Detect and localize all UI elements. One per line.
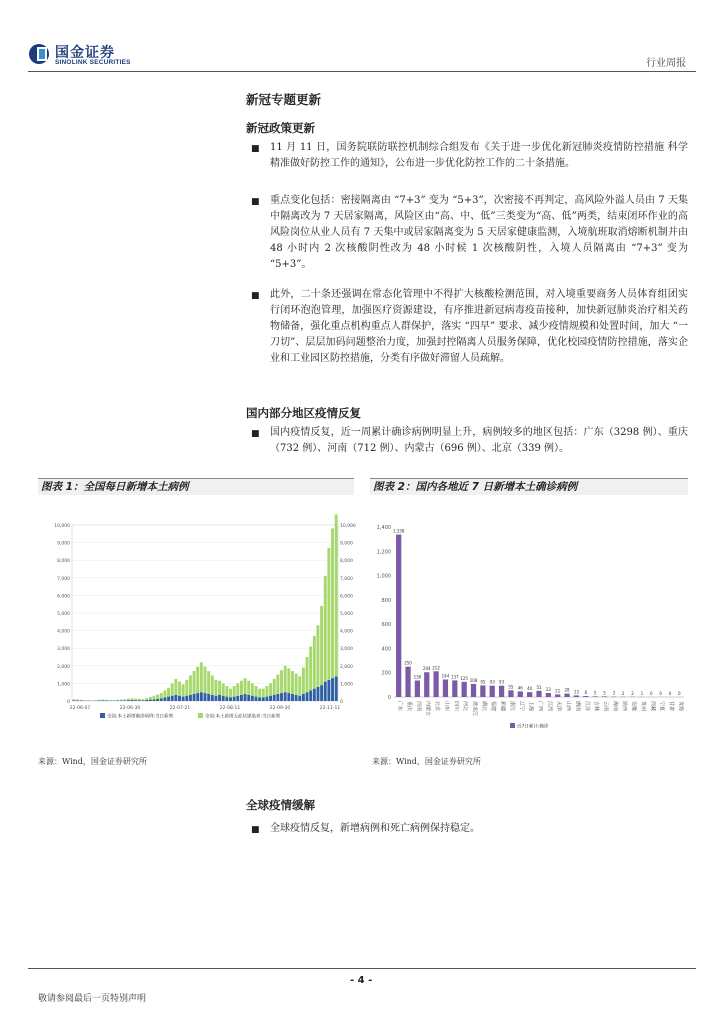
bar-confirmed [280,693,283,701]
y-tick-label: 1,400 [376,525,391,531]
data-label: 55 [508,684,514,690]
bar-region [471,684,476,697]
x-category-label: 青海 [677,701,684,712]
bar-confirmed [273,695,276,701]
bar-asymptomatic [211,675,214,694]
bar-confirmed [287,693,290,701]
bar-confirmed [236,696,239,701]
bar-confirmed [131,700,134,701]
y-tick-label-right: 1,000 [340,682,353,688]
bar-confirmed [298,696,301,701]
bar-asymptomatic [324,576,327,682]
x-category-label: 天津 [555,701,562,712]
bar-asymptomatic [258,689,261,698]
bar-asymptomatic [236,683,239,695]
bar-asymptomatic [94,700,97,701]
bar-confirmed [193,694,196,701]
y-tick-label-right: 5,000 [340,612,353,617]
data-label: 1 [640,690,644,696]
footer-divider [28,968,696,969]
bar-confirmed [120,700,123,701]
data-label: 0 [668,691,672,696]
bar-asymptomatic [298,676,301,695]
legend-swatch-asymptomatic [198,713,203,718]
data-label: 204 [422,666,431,672]
y-tick-label-left: 6,000 [57,594,70,600]
bar-confirmed [204,693,207,701]
data-label: 3 [612,690,616,696]
bar-confirmed [295,695,298,701]
x-tick-label: 22-06-07 [69,706,91,711]
bar-region [555,694,560,697]
bar-confirmed [302,694,305,701]
y-tick-label: 1,000 [376,573,391,580]
x-category-label: 海南 [611,701,618,712]
bar-region [490,686,495,697]
bullet-marker: ■ [251,144,260,154]
bar-confirmed [171,696,174,701]
bar-asymptomatic [123,699,126,700]
data-label: 136 [413,674,422,680]
bar-confirmed [317,687,320,701]
y-tick-label: 200 [381,670,391,677]
bar-region [583,696,588,697]
bar-asymptomatic [207,671,210,694]
figure-1-source: 来源：Wind，国金证券研究所 [38,757,147,766]
bar-confirmed [255,697,258,701]
bar-region [415,680,420,697]
x-category-label: 内蒙古 [424,701,431,717]
bar-asymptomatic [196,667,199,693]
bar-region [405,667,410,697]
bullet-text: 全球疫情反复，新增病例和死亡病例保持稳定。 [270,823,480,834]
bar-confirmed [160,698,163,701]
bar-confirmed [229,697,232,701]
bar-asymptomatic [80,700,83,701]
bar-confirmed [178,696,181,701]
bar-confirmed [251,696,254,701]
bar-asymptomatic [247,681,250,695]
bar-asymptomatic [273,679,276,695]
y-tick-label-left: 4,000 [57,629,70,635]
bar-asymptomatic [295,674,298,695]
bar-confirmed [76,700,79,701]
company-name: 国金证券 [55,45,115,61]
data-label: 13 [573,689,579,695]
y-tick-label: 0 [387,695,391,701]
bar-confirmed [247,695,250,701]
bar-region [424,672,429,697]
y-tick-label: 400 [381,646,391,653]
bar-asymptomatic [244,678,247,694]
section-title-global: 全球疫情缓解 [246,798,315,812]
bar-asymptomatic [167,688,170,697]
x-tick-label: 22-08-11 [219,706,241,711]
legend-label-asymptomatic: 全国:本土新增无症状感染者:当日新增 [205,714,281,720]
x-category-label: 新疆 [499,701,506,712]
y-tick-label: 800 [381,597,391,604]
bar-asymptomatic [72,699,75,700]
x-category-label: 湖南 [574,701,581,712]
data-label: 2 [631,690,634,696]
chart-region-7day-cases [370,497,688,733]
bar-confirmed [291,694,294,701]
data-label: 250 [404,660,412,666]
bar-asymptomatic [131,698,134,700]
bar-asymptomatic [83,700,86,701]
bar-asymptomatic [163,690,166,697]
bar-region [518,691,523,697]
figure-2-source: 来源：Wind，国金证券研究所 [372,757,481,766]
bar-confirmed [331,678,334,701]
data-label: 0 [649,691,653,696]
bar-asymptomatic [317,625,320,687]
data-label: 125 [460,675,468,681]
y-tick-label-left: 1,000 [57,682,70,688]
data-label: 0 [659,691,662,696]
bar-asymptomatic [174,679,177,695]
data-label: 5 [603,690,606,696]
y-tick-label: 600 [381,622,391,629]
x-category-label: 江西 [546,701,553,712]
bar-confirmed [149,700,152,701]
bar-asymptomatic [233,686,236,697]
bar-asymptomatic [302,668,305,694]
bar-asymptomatic [105,700,108,701]
bar-asymptomatic [251,683,254,695]
figure-2-title: 图表 2：国内各地近 7 日新增本土确诊病例 [370,478,688,495]
bar-asymptomatic [189,675,192,694]
x-category-label: 山西 [565,701,572,712]
x-category-label: 四川 [452,701,459,712]
x-tick-label: 22-06-30 [119,706,141,711]
bar-region [433,671,438,697]
bar-confirmed [327,680,330,701]
sinolink-logo-icon [28,43,50,65]
bar-region [499,686,504,697]
legend-label: 近7日累计:确诊 [517,724,549,730]
bullet-marker: ■ [251,197,260,207]
data-label: 8 [584,690,588,696]
legend-swatch [510,723,515,728]
y-tick-label-right: 0 [340,700,343,705]
y-tick-label-right: 8,000 [340,559,353,565]
data-label: 51 [536,684,542,690]
x-category-label: 福建 [490,701,497,712]
page-title: 新冠专题更新 [246,92,322,107]
x-category-label: 贵州 [639,701,646,712]
bar-confirmed [200,692,203,701]
bar-confirmed [284,692,287,701]
y-tick-label-right: 3,000 [340,647,353,653]
bar-confirmed [269,696,272,701]
bar-asymptomatic [280,670,283,693]
bar-region [396,535,401,697]
bar-confirmed [182,697,185,701]
bar-asymptomatic [229,689,232,698]
bar-confirmed [207,694,210,701]
bar-confirmed [153,699,156,701]
data-label: 0 [678,691,681,696]
bar-asymptomatic [120,700,123,701]
bar-confirmed [134,700,137,701]
bar-confirmed [123,700,126,701]
bar-asymptomatic [225,686,228,697]
bar-confirmed [244,694,247,701]
bar-asymptomatic [284,666,287,692]
bar-asymptomatic [200,662,203,692]
bar-asymptomatic [98,700,101,701]
legend-label-confirmed: 全国:本土新增确诊病例:当日新增 [107,714,174,720]
x-category-label: 河北 [462,701,469,712]
y-tick-label-left: 3,000 [57,647,70,653]
bar-region [508,690,513,697]
legend-swatch-confirmed [100,713,105,718]
y-tick-label-left: 0 [67,700,70,705]
bar-confirmed [156,699,159,701]
bar-asymptomatic [335,514,338,676]
data-label: 33 [545,686,551,692]
bar-region [546,693,551,697]
bar-region [443,680,448,697]
bar-asymptomatic [306,657,309,692]
bar-asymptomatic [149,697,152,700]
x-category-label: 陕西 [621,701,628,712]
x-category-label: 甘肃 [667,701,674,712]
bar-region [527,692,532,697]
bar-asymptomatic [112,700,115,701]
x-category-label: 北京 [434,701,441,712]
bar-asymptomatic [102,700,105,701]
bar-asymptomatic [320,606,323,685]
x-tick-label: 22-07-21 [169,706,191,711]
bar-region [602,696,607,697]
data-label: 46 [517,685,523,691]
data-label: 95 [480,679,486,685]
bar-confirmed [167,697,170,701]
bar-confirmed [309,690,312,701]
bar-confirmed [225,697,228,701]
figure-1-title: 图表 1：全国每日新增本土病例 [38,478,354,495]
bar-confirmed [214,696,217,701]
bar-asymptomatic [145,698,148,700]
y-tick-label-left: 10,000 [54,524,70,529]
bar-asymptomatic [262,689,265,698]
bar-asymptomatic [156,694,159,698]
section-title-policy: 新冠政策更新 [246,121,315,135]
data-label: 212 [432,665,440,671]
bar-asymptomatic [287,668,290,693]
x-category-label: 江苏 [583,701,590,712]
bar-confirmed [306,692,309,701]
y-tick-label-left: 5,000 [57,612,70,617]
bar-confirmed [138,700,141,701]
x-category-label: 湖北 [480,701,487,712]
bar-asymptomatic [309,646,312,690]
y-tick-label-right: 2,000 [340,664,353,670]
bar-asymptomatic [331,529,334,679]
data-label: 108 [469,677,478,683]
bar-confirmed [211,695,214,701]
bar-confirmed [222,696,225,701]
x-category-label: 宁夏 [658,701,665,712]
header-divider [28,71,696,72]
bar-asymptomatic [171,683,174,695]
bar-region [462,682,467,697]
bar-confirmed [262,697,265,701]
bar-asymptomatic [327,548,330,680]
data-label: 40 [527,686,533,692]
bar-asymptomatic [153,696,156,700]
bar-asymptomatic [160,693,163,698]
data-label: 144 [441,673,450,679]
bar-confirmed [324,682,327,701]
bar-confirmed [258,697,261,701]
company-name-en: SINOLINK SECURITIES [55,59,131,66]
x-tick-label: 22-11-11 [319,706,341,711]
data-label: 2 [621,690,625,696]
x-category-label: 河南 [415,701,422,712]
x-category-label: 安徽 [630,701,637,712]
y-tick-label-left: 7,000 [57,576,70,582]
bullet-text: 国内疫情反复，近一周累计确诊病例明显上升，病例较多的地区包括：广东（3298 例）、重庆（732 例）、河南（712 例）、内蒙古（696 例）、北京（339 例）。 [270,427,688,454]
x-tick-label: 22-09-30 [269,706,291,711]
bar-asymptomatic [138,699,141,700]
y-tick-label-right: 10,000 [340,524,356,529]
bar-region [452,680,457,697]
bar-confirmed [72,700,75,701]
bar-confirmed [265,697,268,701]
bar-asymptomatic [178,682,181,696]
bar-region [593,696,598,697]
bar-region [480,685,485,697]
data-label: 1,338 [392,528,405,534]
bar-asymptomatic [116,700,119,701]
bar-asymptomatic [182,684,185,696]
bar-asymptomatic [134,699,137,701]
bar-confirmed [189,695,192,701]
bullet-text: 重点变化包括：密接隔离由 “7+3” 变为 “5+3”，次密接不再判定，高风险外溢人员由 7 天集中隔离改为 7 天居家隔离，风险区由“高、中、低”三类变为“高、低”两类，结束闭环作业的高风险岗位从业人员有 7 天集中或居家隔离变为 5 天居家健康监测，入境航班取消熔断机制并由 48 小时内 2 次核酸阴性改为 48 小时候 1 次核酸阴性，入境人员隔离由 “7+3” 变为 “5+3”。 [270,195,688,270]
data-label: 93 [489,679,495,685]
bar-asymptomatic [218,681,221,695]
bullet-marker: ■ [251,291,260,301]
y-tick-label-left: 8,000 [57,559,70,565]
y-tick-label-right: 7,000 [340,576,353,582]
bar-asymptomatic [240,681,243,695]
bar-confirmed [142,700,145,701]
x-category-label: 浙江 [508,701,515,712]
section-title-domestic: 国内部分地区疫情反复 [246,406,361,420]
x-category-label: 吉林 [593,701,600,712]
bar-confirmed [320,685,323,701]
bar-confirmed [218,695,221,701]
bar-asymptomatic [87,700,90,701]
bar-asymptomatic [313,636,316,689]
bar-confirmed [276,694,279,701]
x-category-label: 辽宁 [518,701,525,712]
data-label: 137 [450,674,459,680]
x-category-label: 黑龙江 [471,701,478,717]
bar-confirmed [145,700,148,701]
bar-confirmed [233,697,236,701]
y-tick-label-right: 9,000 [340,541,353,547]
bar-asymptomatic [265,686,268,697]
disclaimer: 敬请参阅最后一页特别声明 [38,994,147,1004]
bullet-text: 11 月 11 日，国务院联防联控机制综合组发布《关于进一步优化新冠肺炎疫情防控措施 科学精准做好防控工作的通知》，公布进一步优化防控工作的二十条措施。 [270,142,688,169]
bar-confirmed [163,697,166,701]
bar-confirmed [240,695,243,701]
y-tick-label-right: 4,000 [340,629,353,635]
bar-region [536,691,541,697]
bar-asymptomatic [214,680,217,696]
bar-region [564,694,569,697]
data-label: 28 [564,687,570,693]
x-category-label: 广西 [537,701,543,712]
bar-asymptomatic [142,699,145,700]
bar-confirmed [185,696,188,701]
y-tick-label-left: 2,000 [57,664,70,670]
bar-asymptomatic [222,683,225,695]
data-label: 93 [499,679,505,685]
bar-region [574,695,579,697]
bar-confirmed [313,689,316,701]
page-number: - 4 - [350,975,373,986]
x-category-label: 西藏 [649,701,656,712]
y-tick-label: 1,200 [376,549,391,556]
x-category-label: 重庆 [406,701,413,712]
data-label: 21 [555,688,561,694]
chart-daily-new-cases [38,497,354,731]
bar-confirmed [174,695,177,701]
bar-asymptomatic [76,700,79,701]
bar-asymptomatic [193,671,196,694]
bar-asymptomatic [109,700,112,701]
bar-asymptomatic [185,680,188,696]
bar-asymptomatic [204,667,207,693]
data-label: 5 [593,690,597,696]
bar-asymptomatic [276,675,279,694]
x-category-label: 广东 [396,701,403,712]
y-tick-label-right: 6,000 [340,594,353,600]
bar-confirmed [335,676,338,701]
bar-asymptomatic [291,671,294,694]
bullet-marker: ■ [251,429,260,439]
bar-asymptomatic [255,686,258,697]
bar-asymptomatic [127,699,130,700]
x-category-label: 上海 [527,701,534,712]
bar-confirmed [102,700,105,701]
bullet-marker: ■ [251,825,260,835]
bullet-text: 此外，二十条还强调在常态化管理中不得扩大核酸检测范围，对入境重要商务人员体育组团实行闭环泡泡管理，加强医疗资源建设，有序推进新冠病毒疫苗接种，加快新冠肺炎治疗相关药物储备，强化重点机构重点人群保护，落实 “四早” 要求、减少疫情规模和处置时间，加大 “一刀切”、层层加码问题整治力度，加强封控隔离人员服务保障，优化校园疫情防控措施，落实企业和工业园区防控措施，分类有序做好滞留人员疏解。 [270,289,688,364]
x-category-label: 山东 [443,701,450,712]
bar-asymptomatic [269,683,272,695]
report-type: 行业周报 [646,58,686,69]
x-category-label: 云南 [602,701,609,712]
bar-confirmed [196,693,199,701]
y-tick-label-left: 9,000 [57,541,70,547]
bar-confirmed [127,700,130,701]
